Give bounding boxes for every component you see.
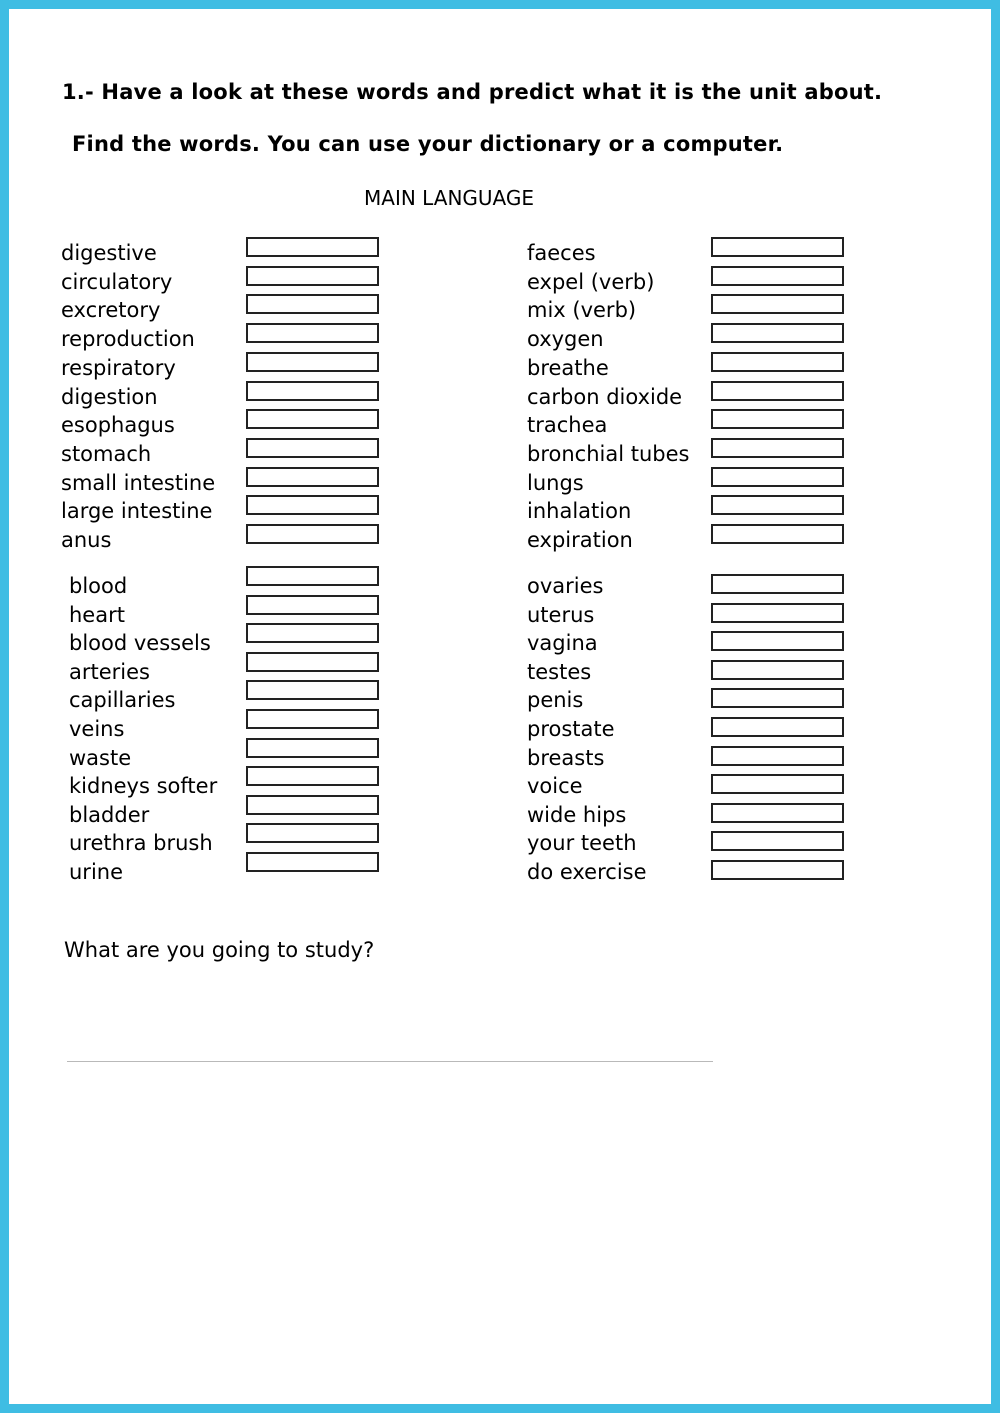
vocab-word: respiratory bbox=[61, 356, 176, 380]
vocab-word: excretory bbox=[61, 298, 161, 322]
vocab-word: mix (verb) bbox=[527, 298, 637, 322]
vocab-word: do exercise bbox=[527, 860, 647, 884]
translation-input[interactable] bbox=[711, 803, 844, 823]
translation-input[interactable] bbox=[246, 852, 379, 872]
translation-input[interactable] bbox=[246, 409, 379, 429]
vocab-word: anus bbox=[61, 528, 112, 552]
instruction-2: Find the words. You can use your dictionary or a computer. bbox=[72, 132, 784, 156]
translation-input[interactable] bbox=[246, 438, 379, 458]
vocab-word: heart bbox=[69, 603, 125, 627]
vocab-word: faeces bbox=[527, 241, 596, 265]
vocab-word: circulatory bbox=[61, 270, 173, 294]
translation-input[interactable] bbox=[711, 323, 844, 343]
translation-input[interactable] bbox=[711, 574, 844, 594]
vocab-word: blood vessels bbox=[69, 631, 211, 655]
vocab-word: breasts bbox=[527, 746, 605, 770]
translation-input[interactable] bbox=[246, 381, 379, 401]
instruction-1: 1.- Have a look at these words and predict what it is the unit about. bbox=[62, 80, 883, 104]
translation-input[interactable] bbox=[711, 603, 844, 623]
translation-input[interactable] bbox=[711, 831, 844, 851]
translation-input[interactable] bbox=[246, 766, 379, 786]
vocab-word: trachea bbox=[527, 413, 608, 437]
vocab-word: bladder bbox=[69, 803, 150, 827]
translation-input[interactable] bbox=[711, 266, 844, 286]
vocab-word: reproduction bbox=[61, 327, 195, 351]
vocab-word: penis bbox=[527, 688, 584, 712]
translation-input[interactable] bbox=[711, 717, 844, 737]
vocab-word: waste bbox=[69, 746, 132, 770]
translation-input[interactable] bbox=[246, 352, 379, 372]
study-question: What are you going to study? bbox=[64, 938, 375, 962]
translation-input[interactable] bbox=[711, 660, 844, 680]
vocab-word: voice bbox=[527, 774, 583, 798]
translation-input[interactable] bbox=[711, 860, 844, 880]
vocab-word: stomach bbox=[61, 442, 152, 466]
translation-input[interactable] bbox=[246, 566, 379, 586]
vocab-word: ovaries bbox=[527, 574, 604, 598]
vocab-word: bronchial tubes bbox=[527, 442, 690, 466]
vocab-word: arteries bbox=[69, 660, 150, 684]
translation-input[interactable] bbox=[246, 237, 379, 257]
vocab-word: urethra brush bbox=[69, 831, 213, 855]
translation-input[interactable] bbox=[246, 823, 379, 843]
translation-input[interactable] bbox=[711, 774, 844, 794]
translation-input[interactable] bbox=[711, 524, 844, 544]
translation-input[interactable] bbox=[246, 467, 379, 487]
vocab-word: vagina bbox=[527, 631, 598, 655]
section-heading: MAIN LANGUAGE bbox=[364, 186, 534, 210]
translation-input[interactable] bbox=[711, 409, 844, 429]
vocab-word: veins bbox=[69, 717, 125, 741]
translation-input[interactable] bbox=[246, 709, 379, 729]
translation-input[interactable] bbox=[246, 680, 379, 700]
translation-input[interactable] bbox=[711, 746, 844, 766]
answer-line-input[interactable] bbox=[67, 1049, 713, 1062]
vocab-word: lungs bbox=[527, 471, 584, 495]
vocab-word: small intestine bbox=[61, 471, 216, 495]
translation-input[interactable] bbox=[711, 294, 844, 314]
translation-input[interactable] bbox=[711, 495, 844, 515]
translation-input[interactable] bbox=[246, 652, 379, 672]
translation-input[interactable] bbox=[246, 294, 379, 314]
translation-input[interactable] bbox=[711, 237, 844, 257]
worksheet-page bbox=[9, 9, 991, 1404]
vocab-word: carbon dioxide bbox=[527, 385, 683, 409]
vocab-word: digestive bbox=[61, 241, 157, 265]
translation-input[interactable] bbox=[246, 795, 379, 815]
vocab-word: expiration bbox=[527, 528, 633, 552]
translation-input[interactable] bbox=[711, 381, 844, 401]
vocab-word: large intestine bbox=[61, 499, 213, 523]
vocab-word: blood bbox=[69, 574, 128, 598]
translation-input[interactable] bbox=[246, 738, 379, 758]
translation-input[interactable] bbox=[246, 495, 379, 515]
vocab-word: esophagus bbox=[61, 413, 175, 437]
vocab-word: your teeth bbox=[527, 831, 637, 855]
translation-input[interactable] bbox=[711, 438, 844, 458]
vocab-word: breathe bbox=[527, 356, 609, 380]
vocab-word: uterus bbox=[527, 603, 595, 627]
vocab-word: kidneys softer bbox=[69, 774, 218, 798]
vocab-word: wide hips bbox=[527, 803, 627, 827]
vocab-word: expel (verb) bbox=[527, 270, 655, 294]
translation-input[interactable] bbox=[246, 323, 379, 343]
translation-input[interactable] bbox=[246, 524, 379, 544]
translation-input[interactable] bbox=[246, 595, 379, 615]
translation-input[interactable] bbox=[711, 688, 844, 708]
vocab-word: urine bbox=[69, 860, 124, 884]
translation-input[interactable] bbox=[711, 467, 844, 487]
translation-input[interactable] bbox=[246, 623, 379, 643]
vocab-word: testes bbox=[527, 660, 592, 684]
vocab-word: inhalation bbox=[527, 499, 632, 523]
vocab-word: prostate bbox=[527, 717, 615, 741]
translation-input[interactable] bbox=[246, 266, 379, 286]
vocab-word: oxygen bbox=[527, 327, 604, 351]
translation-input[interactable] bbox=[711, 631, 844, 651]
translation-input[interactable] bbox=[711, 352, 844, 372]
vocab-word: digestion bbox=[61, 385, 158, 409]
vocab-word: capillaries bbox=[69, 688, 176, 712]
